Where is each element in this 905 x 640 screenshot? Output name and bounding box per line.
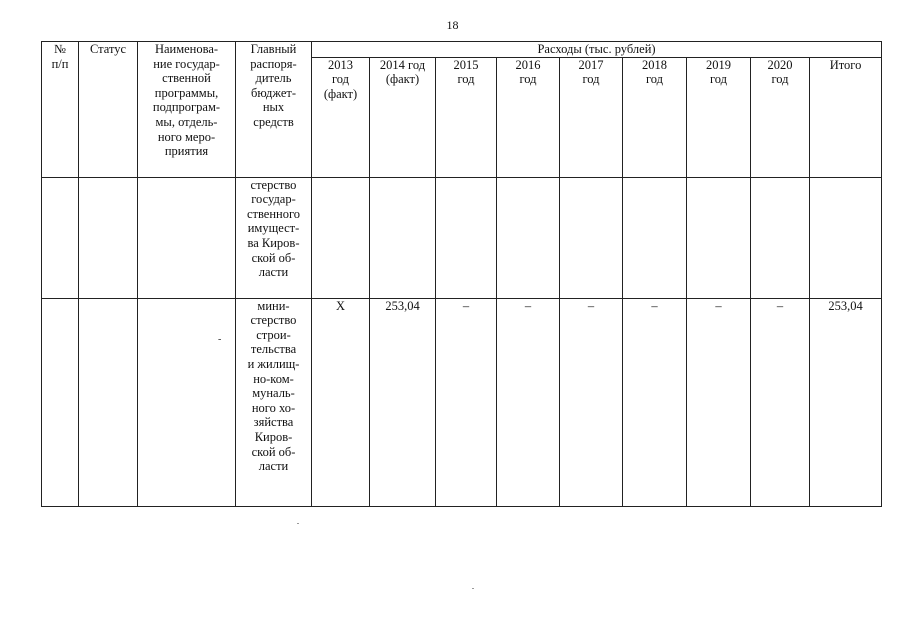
cell-value-2013: [312, 177, 370, 298]
header-year-2015: 2015 год: [436, 57, 497, 177]
header-total: Итого: [810, 57, 882, 177]
cell-status: [79, 298, 138, 506]
cell-value-2014: 253,04: [370, 298, 436, 506]
cell-value-2019: –: [687, 298, 751, 506]
cell-value-2018: –: [623, 298, 687, 506]
cell-value-2015: –: [436, 298, 497, 506]
scan-speck: [472, 588, 474, 589]
header-year-2020: 2020 год: [751, 57, 810, 177]
table-row: [42, 177, 882, 298]
budget-table: [41, 41, 882, 507]
cell-value-2013: X: [312, 298, 370, 506]
cell-value-2020: [751, 177, 810, 298]
cell-program-name: [138, 298, 236, 506]
header-year-2019: 2019 год: [687, 57, 751, 177]
cell-value-2019: [687, 177, 751, 298]
header-number: № п/п: [42, 42, 79, 178]
header-year-2014: 2014 год (факт): [370, 57, 436, 177]
table-row: [42, 298, 882, 506]
header-program-name: Наименова- ние государ- ственной программы, подпрограм- мы, отдель- ного меро- приятия: [138, 42, 236, 178]
header-status: Статус: [79, 42, 138, 178]
cell-program-name: [138, 177, 236, 298]
header-year-2018: 2018 год: [623, 57, 687, 177]
scan-speck: [297, 523, 299, 524]
header-year-2016: 2016 год: [497, 57, 560, 177]
table-header-row: [42, 42, 882, 58]
cell-value-2017: –: [560, 298, 623, 506]
cell-budget-administrator: стерство государ- ственного имущест- ва Киров- ской об- ласти: [236, 177, 312, 298]
page-number: 18: [446, 18, 459, 32]
cell-value-2017: [560, 177, 623, 298]
header-expenses: Расходы (тыс. рублей): [312, 42, 882, 58]
header-year-2013: 2013 год (факт): [312, 57, 370, 177]
cell-budget-administrator: мини- стерство строи- тельства и жилищ- но-ком- муналь- ного хо- зяйства Киров- ской об- ласти: [236, 298, 312, 506]
cell-value-total: [810, 177, 882, 298]
header-budget-administrator: Главный распоря- дитель бюджет- ных средств: [236, 42, 312, 178]
cell-value-2016: [497, 177, 560, 298]
cell-value-2020: –: [751, 298, 810, 506]
stray-mark: -: [218, 333, 222, 345]
cell-value-2015: [436, 177, 497, 298]
cell-value-2014: [370, 177, 436, 298]
cell-status: [79, 177, 138, 298]
cell-value-2018: [623, 177, 687, 298]
cell-value-total: 253,04: [810, 298, 882, 506]
cell-number: [42, 298, 79, 506]
cell-number: [42, 177, 79, 298]
cell-value-2016: –: [497, 298, 560, 506]
header-year-2017: 2017 год: [560, 57, 623, 177]
